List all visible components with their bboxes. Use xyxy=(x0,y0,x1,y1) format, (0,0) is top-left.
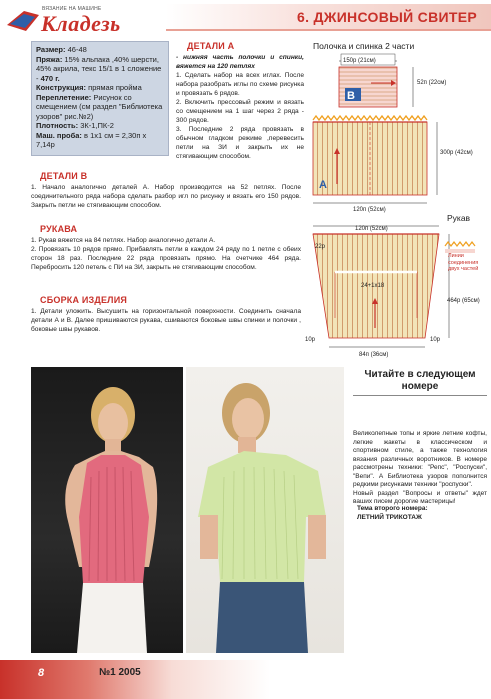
dim-b-height: 52п (22см) xyxy=(417,80,447,86)
issue-number: №1 2005 xyxy=(99,667,141,678)
dim-a-height: 300р (42см) xyxy=(440,150,473,156)
next-issue-theme: Тема второго номера: ЛЕТНИЙ ТРИКОТАЖ xyxy=(357,505,428,521)
spec-yarn: Пряжа: 15% альпака ,40% шерсти, 45% акрила, текс 15/1 в 1 сложение - 470 г. xyxy=(36,54,162,83)
title-divider xyxy=(166,29,491,31)
logo-title: Кладезь xyxy=(41,11,121,36)
dim-bottom-width: 120п (52см) xyxy=(353,207,386,213)
dim-top-width: 150р (21см) xyxy=(343,58,376,64)
front-back-diagram xyxy=(305,50,491,215)
dim-sleeve-height: 464р (65см) xyxy=(447,298,480,304)
dim-sleeve-top: 120п (52см) xyxy=(355,226,388,232)
legend-zigzag-icon xyxy=(445,242,475,246)
photo-green-top xyxy=(186,367,344,653)
page-title: 6. ДЖИНСОВЫЙ СВИТЕР xyxy=(297,9,477,25)
assembly-heading: СБОРКА ИЗДЕЛИЯ xyxy=(40,295,128,305)
sleeve-text: 1. Рукав вяжется на 84 петлях. Набор аналогично детали А. 2. Провязать 10 рядов прямо. Прибавлять петли в каждом 24 ряду по 1 петле с обеих сторон 18 раз. Последние 22 ряда провязать прямо. На счетчике 464 ряда. Перебросить 120 петель с ПИ на ЗИ, закрыть не стягивающим способом. xyxy=(31,237,301,271)
spec-density: Плотность: 3К-1,ПК-2 xyxy=(36,121,114,130)
detail-a-heading: ДЕТАЛИ А xyxy=(187,41,235,51)
sleeve-heading: РУКАВА xyxy=(40,224,78,234)
spec-gauge: Маш. проба: в 1х1 см = 2,30п х 7,14р xyxy=(36,130,147,149)
spec-construction: Конструкция: прямая пройма xyxy=(36,83,142,92)
diagram1-caption: Полочка и спинка 2 части xyxy=(313,41,415,51)
next-issue-divider xyxy=(353,395,487,396)
spec-size: Размер: 46-48 xyxy=(36,45,87,54)
legend-text: Линии соединения двух частей xyxy=(448,253,479,272)
spec-weave: Переплетение: Рисунок со смещением (см раздел "Библиотека узоров" рис.№2) xyxy=(36,92,163,121)
assembly-text: 1. Детали уложить. Высушить на горизонтальной поверхности. Соединить сначала детали А и В. Далее пришиваются рукава, сшиваются боковые швы спинки и полочки , боковые швы рукавов. xyxy=(31,308,301,333)
logo-arrow-icon xyxy=(6,7,40,33)
page-number: 8 xyxy=(38,667,45,679)
specs-box xyxy=(31,41,169,156)
inc-label: 24+1х18 xyxy=(361,283,385,289)
dim-right-10: 10р xyxy=(430,337,441,343)
detail-a-text: - нижняя часть полочки и спинки, вяжется на 120 петлях 1. Сделать набор на всех иглах. После набора разобрать иглы по схеме рисунка и провязать 6 рядов. 2. Включить прессовый режим и вязать со смещением на 1 шаг через 2 ряда - 300 рядов. 3. Последние 2 ряда провязать в обычном гладком режиме ,перевесить петли на ЗИ и закрыть их не стягивающим способом. xyxy=(176,54,304,160)
dim-left-22: 22р xyxy=(315,244,326,250)
next-issue-title: Читайте в следующем номере xyxy=(364,369,476,392)
detail-b-text: 1. Начало аналогично деталей А. Набор производится на 52 петлях. После соединительного ряда набора сделать разбор игл по рисунку и вязать его 150 рядов. Закрыть петли не стягивающим способом. xyxy=(31,184,301,209)
footer-band xyxy=(0,660,491,699)
part-b-label: В xyxy=(347,90,355,102)
sleeve-diagram xyxy=(305,220,491,360)
dim-sleeve-bottom: 84п (36см) xyxy=(359,352,389,358)
logo-subtitle: ВЯЗАНИЕ НА МАШИНЕ xyxy=(42,6,102,12)
photo-pink-top xyxy=(31,367,183,653)
dim-left-10: 10р xyxy=(305,337,316,343)
detail-b-heading: ДЕТАЛИ В xyxy=(40,171,88,181)
part-a-label: А xyxy=(319,179,327,191)
next-issue-text: Великолепные топы и яркие летние кофты, легкие жакеты в классическом и спортивном стиле, а также технология вязания различных воротников. В номере рассмотрены техники: "Репс", "Роспуски", "Вепи". А Библиотека узоров пополнится редкими рисунками техники "роспуски". Новый раздел "Вопросы и ответы" ждет ваших писем дорогие мастерицы! xyxy=(353,430,487,505)
diagram2-caption: Рукав xyxy=(447,213,471,223)
magazine-logo xyxy=(6,4,162,34)
